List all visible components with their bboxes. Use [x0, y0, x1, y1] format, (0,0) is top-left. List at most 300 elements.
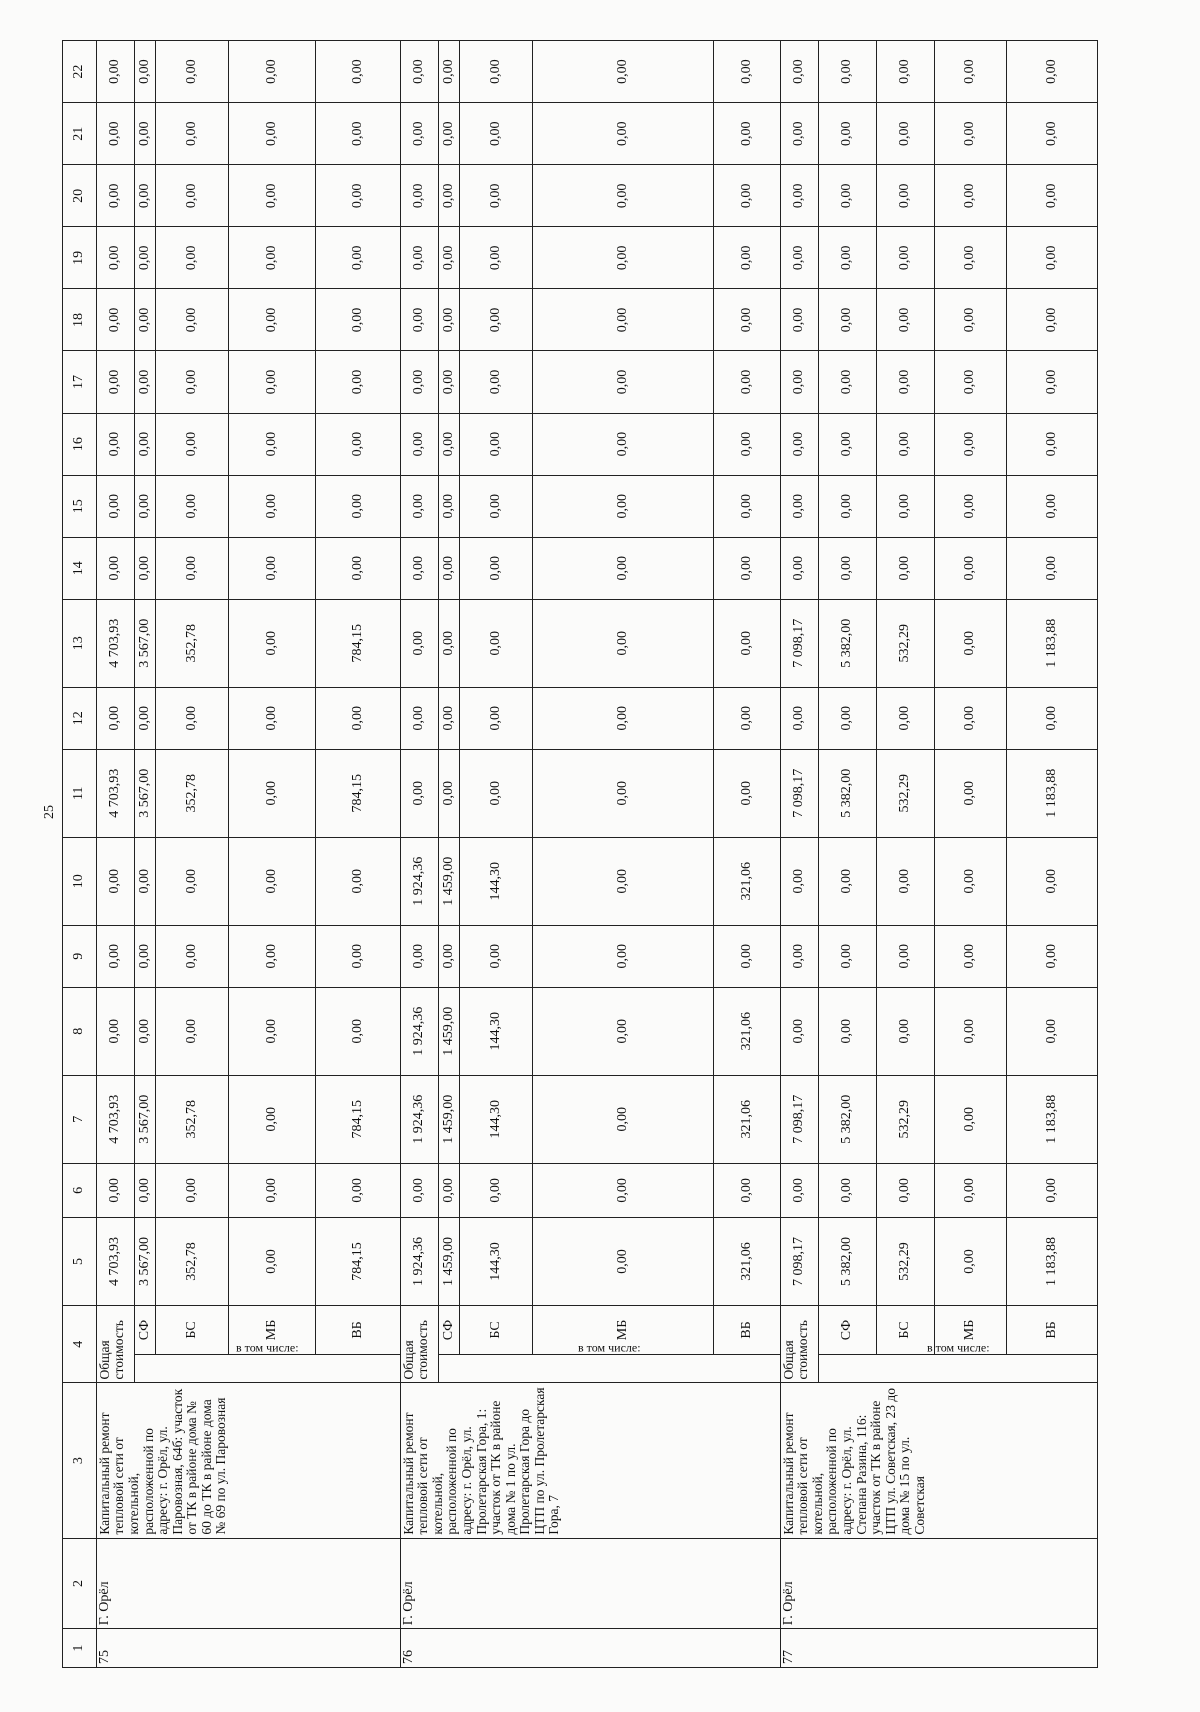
value-cell: 0,00	[229, 289, 316, 351]
value-cell: 532,29	[876, 599, 934, 687]
page-number: 25	[42, 805, 57, 819]
value-cell: 0,00	[229, 227, 316, 289]
value-cell: 0,00	[438, 289, 460, 351]
value-cell: 0,00	[229, 837, 316, 925]
value-cell: 0,00	[1007, 1163, 1098, 1217]
funding-source-4: ВБ	[714, 1305, 780, 1354]
value-cell: 0,00	[876, 351, 934, 413]
value-cell: 0,00	[229, 599, 316, 687]
funding-source-3: МБ	[229, 1305, 316, 1354]
value-cell: 0,00	[316, 987, 401, 1075]
value-cell: 352,78	[156, 1075, 229, 1163]
value-cell: 0,00	[229, 687, 316, 749]
value-cell: 0,00	[1007, 103, 1098, 165]
value-cell: 0,00	[438, 103, 460, 165]
value-cell: 5 382,00	[818, 1075, 876, 1163]
value-cell: 321,06	[714, 1217, 780, 1305]
value-cell: 4 703,93	[96, 1217, 134, 1305]
value-cell: 0,00	[532, 837, 713, 925]
value-cell: 0,00	[714, 925, 780, 987]
value-cell: 0,00	[934, 925, 1007, 987]
value-cell: 0,00	[96, 537, 134, 599]
column-number-8: 8	[63, 987, 97, 1075]
value-cell: 352,78	[156, 1217, 229, 1305]
value-cell: 0,00	[780, 227, 818, 289]
value-cell: 5 382,00	[818, 1217, 876, 1305]
including-label-text: в том числе:	[577, 1340, 641, 1355]
value-cell: 0,00	[438, 1163, 460, 1217]
including-label-text: в том числе:	[235, 1340, 299, 1355]
value-cell: 144,30	[460, 987, 533, 1075]
value-cell: 0,00	[1007, 987, 1098, 1075]
value-cell: 0,00	[134, 837, 156, 925]
value-cell: 0,00	[1007, 227, 1098, 289]
column-number-22: 22	[63, 41, 97, 103]
column-number-12: 12	[63, 687, 97, 749]
value-cell: 532,29	[876, 749, 934, 837]
value-cell: 0,00	[934, 537, 1007, 599]
value-cell: 0,00	[156, 1163, 229, 1217]
value-cell: 0,00	[156, 537, 229, 599]
value-cell: 0,00	[532, 1217, 713, 1305]
value-cell: 0,00	[532, 351, 713, 413]
value-cell: 0,00	[818, 475, 876, 537]
value-cell: 0,00	[438, 599, 460, 687]
value-cell: 0,00	[1007, 289, 1098, 351]
value-cell: 5 382,00	[818, 749, 876, 837]
funding-source-2: БС	[460, 1305, 533, 1354]
value-cell: 0,00	[934, 351, 1007, 413]
value-cell: 0,00	[460, 925, 533, 987]
entry-description: Капитальный ремонт тепловой сети от котельной, расположенной по адресу: г. Орёл, ул. Степана Разина, 116: участок от ТК в районе ЦТП ул. Советская, 23 до дома № 15 по ул. Советская	[780, 1383, 1097, 1538]
value-cell: 0,00	[96, 687, 134, 749]
value-cell: 0,00	[96, 837, 134, 925]
including-label	[438, 1340, 780, 1383]
value-cell: 0,00	[876, 537, 934, 599]
value-cell: 0,00	[780, 1163, 818, 1217]
value-cell: 352,78	[156, 599, 229, 687]
value-cell: 144,30	[460, 1075, 533, 1163]
value-cell: 0,00	[818, 537, 876, 599]
value-cell: 0,00	[876, 925, 934, 987]
column-number-20: 20	[63, 165, 97, 227]
value-cell: 0,00	[460, 537, 533, 599]
value-cell: 0,00	[876, 837, 934, 925]
value-cell: 0,00	[96, 41, 134, 103]
value-cell: 0,00	[532, 227, 713, 289]
value-cell: 0,00	[876, 41, 934, 103]
column-number-21: 21	[63, 103, 97, 165]
value-cell: 0,00	[780, 987, 818, 1075]
value-cell: 0,00	[934, 837, 1007, 925]
value-cell: 0,00	[460, 1163, 533, 1217]
column-number-7: 7	[63, 1075, 97, 1163]
value-cell: 0,00	[438, 925, 460, 987]
value-cell: 0,00	[400, 475, 438, 537]
value-cell: 0,00	[532, 165, 713, 227]
column-number-2: 2	[63, 1538, 97, 1629]
value-cell: 0,00	[316, 351, 401, 413]
value-cell: 7 098,17	[780, 1217, 818, 1305]
value-cell: 0,00	[438, 537, 460, 599]
value-cell: 0,00	[460, 289, 533, 351]
value-cell: 0,00	[316, 413, 401, 475]
value-cell: 784,15	[316, 749, 401, 837]
value-cell: 0,00	[438, 413, 460, 475]
value-cell: 0,00	[134, 687, 156, 749]
total-cost-label: Общая стоимость	[400, 1305, 438, 1383]
value-cell: 0,00	[780, 41, 818, 103]
column-number-11: 11	[63, 749, 97, 837]
column-number-18: 18	[63, 289, 97, 351]
value-cell: 0,00	[714, 103, 780, 165]
value-cell: 0,00	[400, 599, 438, 687]
column-number-9: 9	[63, 925, 97, 987]
value-cell: 0,00	[229, 1217, 316, 1305]
value-cell: 0,00	[96, 925, 134, 987]
budget-table	[62, 40, 1098, 1668]
funding-source-1: СФ	[134, 1305, 156, 1354]
value-cell: 0,00	[156, 103, 229, 165]
value-cell: 0,00	[714, 1163, 780, 1217]
value-cell: 0,00	[156, 289, 229, 351]
value-cell: 0,00	[532, 599, 713, 687]
value-cell: 0,00	[438, 41, 460, 103]
value-cell: 0,00	[532, 289, 713, 351]
value-cell: 0,00	[316, 837, 401, 925]
value-cell: 0,00	[156, 227, 229, 289]
value-cell: 0,00	[934, 987, 1007, 1075]
value-cell: 1 183,88	[1007, 599, 1098, 687]
value-cell: 0,00	[156, 475, 229, 537]
value-cell: 0,00	[134, 413, 156, 475]
value-cell: 0,00	[714, 289, 780, 351]
value-cell: 0,00	[460, 351, 533, 413]
value-cell: 0,00	[229, 103, 316, 165]
value-cell: 0,00	[818, 289, 876, 351]
value-cell: 0,00	[156, 165, 229, 227]
value-cell: 0,00	[934, 749, 1007, 837]
value-cell: 0,00	[400, 925, 438, 987]
column-number-16: 16	[63, 413, 97, 475]
total-cost-label: Общая стоимость	[780, 1305, 818, 1383]
value-cell: 0,00	[316, 1163, 401, 1217]
value-cell: 0,00	[316, 537, 401, 599]
value-cell: 0,00	[316, 103, 401, 165]
value-cell: 0,00	[229, 351, 316, 413]
value-cell: 0,00	[818, 103, 876, 165]
value-cell: 0,00	[1007, 475, 1098, 537]
value-cell: 0,00	[714, 413, 780, 475]
value-cell: 1 459,00	[438, 1075, 460, 1163]
value-cell: 0,00	[96, 987, 134, 1075]
value-cell: 0,00	[818, 925, 876, 987]
value-cell: 0,00	[156, 837, 229, 925]
value-cell: 0,00	[316, 475, 401, 537]
value-cell: 0,00	[316, 925, 401, 987]
entry-city: Г. Орёл	[400, 1538, 780, 1629]
value-cell: 0,00	[438, 749, 460, 837]
value-cell: 0,00	[438, 165, 460, 227]
value-cell: 0,00	[934, 475, 1007, 537]
value-cell: 0,00	[400, 103, 438, 165]
value-cell: 0,00	[714, 475, 780, 537]
value-cell: 0,00	[316, 687, 401, 749]
value-cell: 321,06	[714, 987, 780, 1075]
value-cell: 0,00	[934, 1163, 1007, 1217]
value-cell: 0,00	[818, 413, 876, 475]
value-cell: 0,00	[96, 413, 134, 475]
value-cell: 0,00	[96, 289, 134, 351]
funding-source-4: ВБ	[316, 1305, 401, 1354]
including-label	[818, 1340, 1097, 1383]
value-cell: 0,00	[934, 41, 1007, 103]
value-cell: 784,15	[316, 1075, 401, 1163]
value-cell: 0,00	[934, 1217, 1007, 1305]
value-cell: 0,00	[780, 289, 818, 351]
value-cell: 0,00	[134, 351, 156, 413]
value-cell: 0,00	[438, 351, 460, 413]
value-cell: 0,00	[532, 413, 713, 475]
value-cell: 0,00	[96, 351, 134, 413]
value-cell: 0,00	[934, 165, 1007, 227]
value-cell: 7 098,17	[780, 599, 818, 687]
value-cell: 0,00	[460, 475, 533, 537]
value-cell: 0,00	[400, 537, 438, 599]
value-cell: 0,00	[780, 103, 818, 165]
value-cell: 0,00	[400, 687, 438, 749]
value-cell: 7 098,17	[780, 749, 818, 837]
value-cell: 0,00	[134, 41, 156, 103]
value-cell: 0,00	[460, 41, 533, 103]
value-cell: 0,00	[400, 41, 438, 103]
table-row	[400, 41, 438, 1668]
value-cell: 0,00	[134, 227, 156, 289]
value-cell: 0,00	[460, 103, 533, 165]
value-cell: 0,00	[532, 749, 713, 837]
column-number-14: 14	[63, 537, 97, 599]
value-cell: 0,00	[96, 1163, 134, 1217]
value-cell: 321,06	[714, 837, 780, 925]
value-cell: 3 567,00	[134, 1217, 156, 1305]
column-number-15: 15	[63, 475, 97, 537]
value-cell: 0,00	[134, 925, 156, 987]
value-cell: 0,00	[400, 165, 438, 227]
entry-description: Капитальный ремонт тепловой сети от котельной, расположенной по адресу: г. Орёл, ул. Паровозная, 64б: участок от ТК в районе дома № 60 до ТК в районе дома № 69 по ул. Паровозная	[96, 1383, 400, 1538]
value-cell: 0,00	[876, 413, 934, 475]
value-cell: 0,00	[780, 351, 818, 413]
value-cell: 0,00	[134, 1163, 156, 1217]
value-cell: 0,00	[156, 351, 229, 413]
value-cell: 0,00	[714, 687, 780, 749]
including-label-text: в том числе:	[926, 1340, 990, 1355]
value-cell: 0,00	[1007, 165, 1098, 227]
value-cell: 0,00	[532, 475, 713, 537]
column-number-17: 17	[63, 351, 97, 413]
value-cell: 0,00	[934, 1075, 1007, 1163]
column-number-1: 1	[63, 1629, 97, 1668]
value-cell: 4 703,93	[96, 749, 134, 837]
value-cell: 0,00	[934, 599, 1007, 687]
value-cell: 7 098,17	[780, 1075, 818, 1163]
value-cell: 0,00	[438, 227, 460, 289]
value-cell: 0,00	[714, 537, 780, 599]
value-cell: 0,00	[780, 475, 818, 537]
value-cell: 0,00	[229, 413, 316, 475]
value-cell: 0,00	[316, 289, 401, 351]
value-cell: 0,00	[934, 687, 1007, 749]
value-cell: 0,00	[532, 987, 713, 1075]
value-cell: 0,00	[156, 413, 229, 475]
value-cell: 0,00	[532, 925, 713, 987]
value-cell: 1 183,88	[1007, 749, 1098, 837]
funding-source-1: СФ	[438, 1305, 460, 1354]
value-cell: 0,00	[229, 749, 316, 837]
value-cell: 0,00	[316, 41, 401, 103]
value-cell: 0,00	[1007, 925, 1098, 987]
column-number-3: 3	[63, 1383, 97, 1538]
value-cell: 0,00	[400, 749, 438, 837]
value-cell: 0,00	[818, 41, 876, 103]
column-number-13: 13	[63, 599, 97, 687]
value-cell: 0,00	[460, 165, 533, 227]
value-cell: 0,00	[460, 749, 533, 837]
value-cell: 0,00	[876, 987, 934, 1075]
value-cell: 0,00	[134, 165, 156, 227]
value-cell: 0,00	[156, 41, 229, 103]
value-cell: 0,00	[1007, 687, 1098, 749]
value-cell: 0,00	[876, 289, 934, 351]
funding-source-4: ВБ	[1007, 1305, 1098, 1354]
value-cell: 0,00	[532, 41, 713, 103]
value-cell: 0,00	[1007, 41, 1098, 103]
value-cell: 3 567,00	[134, 599, 156, 687]
value-cell: 0,00	[818, 837, 876, 925]
value-cell: 0,00	[229, 925, 316, 987]
value-cell: 1 924,36	[400, 1217, 438, 1305]
value-cell: 0,00	[818, 351, 876, 413]
value-cell: 784,15	[316, 1217, 401, 1305]
entry-number: 76	[400, 1629, 780, 1668]
value-cell: 0,00	[134, 537, 156, 599]
funding-source-1: СФ	[818, 1305, 876, 1354]
value-cell: 1 183,88	[1007, 1075, 1098, 1163]
value-cell: 0,00	[400, 227, 438, 289]
funding-source-3: МБ	[934, 1305, 1007, 1354]
value-cell: 0,00	[934, 413, 1007, 475]
value-cell: 0,00	[780, 925, 818, 987]
value-cell: 0,00	[780, 413, 818, 475]
value-cell: 0,00	[876, 165, 934, 227]
value-cell: 0,00	[400, 351, 438, 413]
value-cell: 0,00	[876, 1163, 934, 1217]
value-cell: 0,00	[229, 165, 316, 227]
value-cell: 0,00	[156, 687, 229, 749]
value-cell: 0,00	[532, 687, 713, 749]
value-cell: 0,00	[876, 475, 934, 537]
value-cell: 0,00	[229, 475, 316, 537]
table-row	[63, 41, 97, 1668]
value-cell: 3 567,00	[134, 749, 156, 837]
rotated-table-wrapper	[62, 40, 1098, 1668]
funding-source-2: БС	[876, 1305, 934, 1354]
value-cell: 0,00	[96, 227, 134, 289]
value-cell: 0,00	[818, 227, 876, 289]
value-cell: 0,00	[134, 289, 156, 351]
value-cell: 144,30	[460, 1217, 533, 1305]
value-cell: 1 459,00	[438, 987, 460, 1075]
table-row	[96, 41, 134, 1668]
column-number-5: 5	[63, 1217, 97, 1305]
column-number-19: 19	[63, 227, 97, 289]
value-cell: 0,00	[438, 687, 460, 749]
value-cell: 0,00	[400, 1163, 438, 1217]
value-cell: 0,00	[229, 987, 316, 1075]
value-cell: 0,00	[229, 1163, 316, 1217]
value-cell: 3 567,00	[134, 1075, 156, 1163]
value-cell: 0,00	[714, 41, 780, 103]
value-cell: 0,00	[134, 475, 156, 537]
value-cell: 5 382,00	[818, 599, 876, 687]
value-cell: 0,00	[934, 227, 1007, 289]
value-cell: 0,00	[532, 103, 713, 165]
value-cell: 0,00	[1007, 351, 1098, 413]
value-cell: 1 924,36	[400, 1075, 438, 1163]
value-cell: 0,00	[460, 227, 533, 289]
value-cell: 0,00	[818, 165, 876, 227]
value-cell: 0,00	[714, 599, 780, 687]
value-cell: 0,00	[876, 687, 934, 749]
value-cell: 144,30	[460, 837, 533, 925]
value-cell: 1 924,36	[400, 837, 438, 925]
column-number-4: 4	[63, 1305, 97, 1383]
entry-number: 75	[96, 1629, 400, 1668]
value-cell: 0,00	[1007, 837, 1098, 925]
value-cell: 0,00	[438, 475, 460, 537]
value-cell: 0,00	[818, 987, 876, 1075]
value-cell: 1 459,00	[438, 1217, 460, 1305]
value-cell: 0,00	[400, 289, 438, 351]
table-row	[780, 41, 818, 1668]
value-cell: 0,00	[818, 1163, 876, 1217]
value-cell: 0,00	[96, 103, 134, 165]
value-cell: 1 459,00	[438, 837, 460, 925]
value-cell: 0,00	[229, 41, 316, 103]
value-cell: 0,00	[934, 289, 1007, 351]
value-cell: 4 703,93	[96, 599, 134, 687]
including-label	[134, 1340, 400, 1383]
column-number-6: 6	[63, 1163, 97, 1217]
value-cell: 0,00	[780, 687, 818, 749]
value-cell: 0,00	[532, 1163, 713, 1217]
entry-description: Капитальный ремонт тепловой сети от котельной, расположенной по адресу: г. Орёл, ул. Пролетарская Гора, 1: участок от ТК в районе дома № 1 по ул. Пролетарская Гора до ЦТП по ул. Пролетарская Гора, 7	[400, 1383, 780, 1538]
value-cell: 0,00	[532, 537, 713, 599]
value-cell: 0,00	[780, 837, 818, 925]
column-number-10: 10	[63, 837, 97, 925]
value-cell: 0,00	[1007, 537, 1098, 599]
value-cell: 0,00	[934, 103, 1007, 165]
entry-city: Г. Орёл	[780, 1538, 1097, 1629]
value-cell: 0,00	[96, 165, 134, 227]
value-cell: 0,00	[134, 987, 156, 1075]
value-cell: 0,00	[460, 413, 533, 475]
value-cell: 0,00	[96, 475, 134, 537]
value-cell: 0,00	[714, 227, 780, 289]
value-cell: 0,00	[134, 103, 156, 165]
value-cell: 0,00	[876, 227, 934, 289]
value-cell: 0,00	[400, 413, 438, 475]
entry-number: 77	[780, 1629, 1097, 1668]
